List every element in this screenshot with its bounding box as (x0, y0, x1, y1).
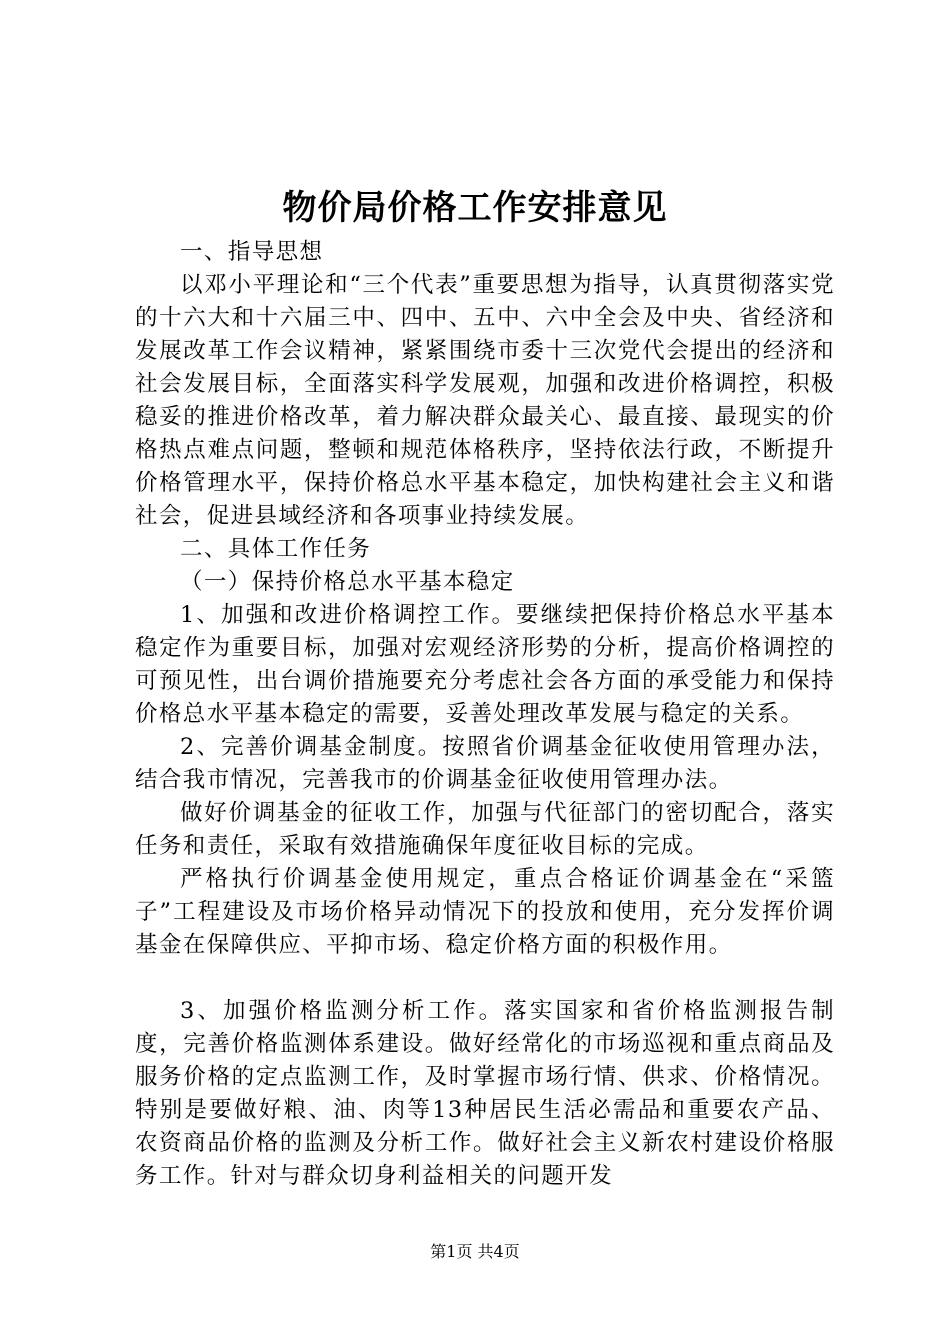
paragraph-price-monitoring: 3、加强价格监测分析工作。落实国家和省价格监测报告制度，完善价格监测体系建设。做好经常化的市场巡视和重点商品及服务价格的定点监测工作，及时掌握市场行情、供求、价格情况。特别是要做好粮、油、肉等13种居民生活必需品和重要农产品、农资商品价格的监测及分析工作。做好社会主义新农村建设价格服务工作。针对与群众切身利益相关的问题开发 (135, 998, 835, 1189)
paragraph-price-control: 1、加强和改进价格调控工作。要继续把保持价格总水平基本稳定作为重要目标，加强对宏观经济形势的分析，提高价格调控的可预见性，出台调价措施要充分考虑社会各方面的承受能力和保持价格总水平基本稳定的需要，妥善处理改革发展与稳定的关系。 (135, 602, 835, 727)
paragraph-fund-usage: 严格执行价调基金使用规定，重点合格证价调基金在“采篮子”工程建设及市场价格异动情况下的投放和使用，充分发挥价调基金在保障供应、平抑市场、稳定价格方面的积极作用。 (135, 866, 835, 958)
page-number: 第1页 共4页 (430, 1242, 520, 1261)
heading-guiding-ideology: 一、指导思想 (180, 239, 324, 265)
paragraph-fund-system: 2、完善价调基金制度。按照省价调基金征收使用管理办法，结合我市情况，完善我市的价调基金征收使用管理办法。 (135, 734, 835, 793)
paragraph-fund-collection: 做好价调基金的征收工作，加强与代征部门的密切配合，落实任务和责任，采取有效措施确保年度征收目标的完成。 (135, 800, 835, 859)
document-title: 物价局价格工作安排意见 (282, 188, 668, 228)
document-body (135, 236, 835, 1193)
subheading-price-stability: （一）保持价格总水平基本稳定 (180, 569, 515, 595)
heading-specific-tasks: 二、具体工作任务 (180, 536, 372, 562)
paragraph-guiding-ideology: 以邓小平理论和“三个代表”重要思想为指导，认真贯彻落实党的十六大和十六届三中、四中、五中、六中全会及中央、省经济和发展改革工作会议精神，紧紧围绕市委十三次党代会提出的经济和社会发展目标，全面落实科学发展观，加强和改进价格调控，积极稳妥的推进价格改革，着力解决群众最关心、最直接、最现实的价格热点难点问题，整顿和规范体格秩序，坚持依法行政，不断提升价格管理水平，保持价格总水平基本稳定，加快构建社会主义和谐社会，促进县域经济和各项事业持续发展。 (135, 272, 835, 529)
